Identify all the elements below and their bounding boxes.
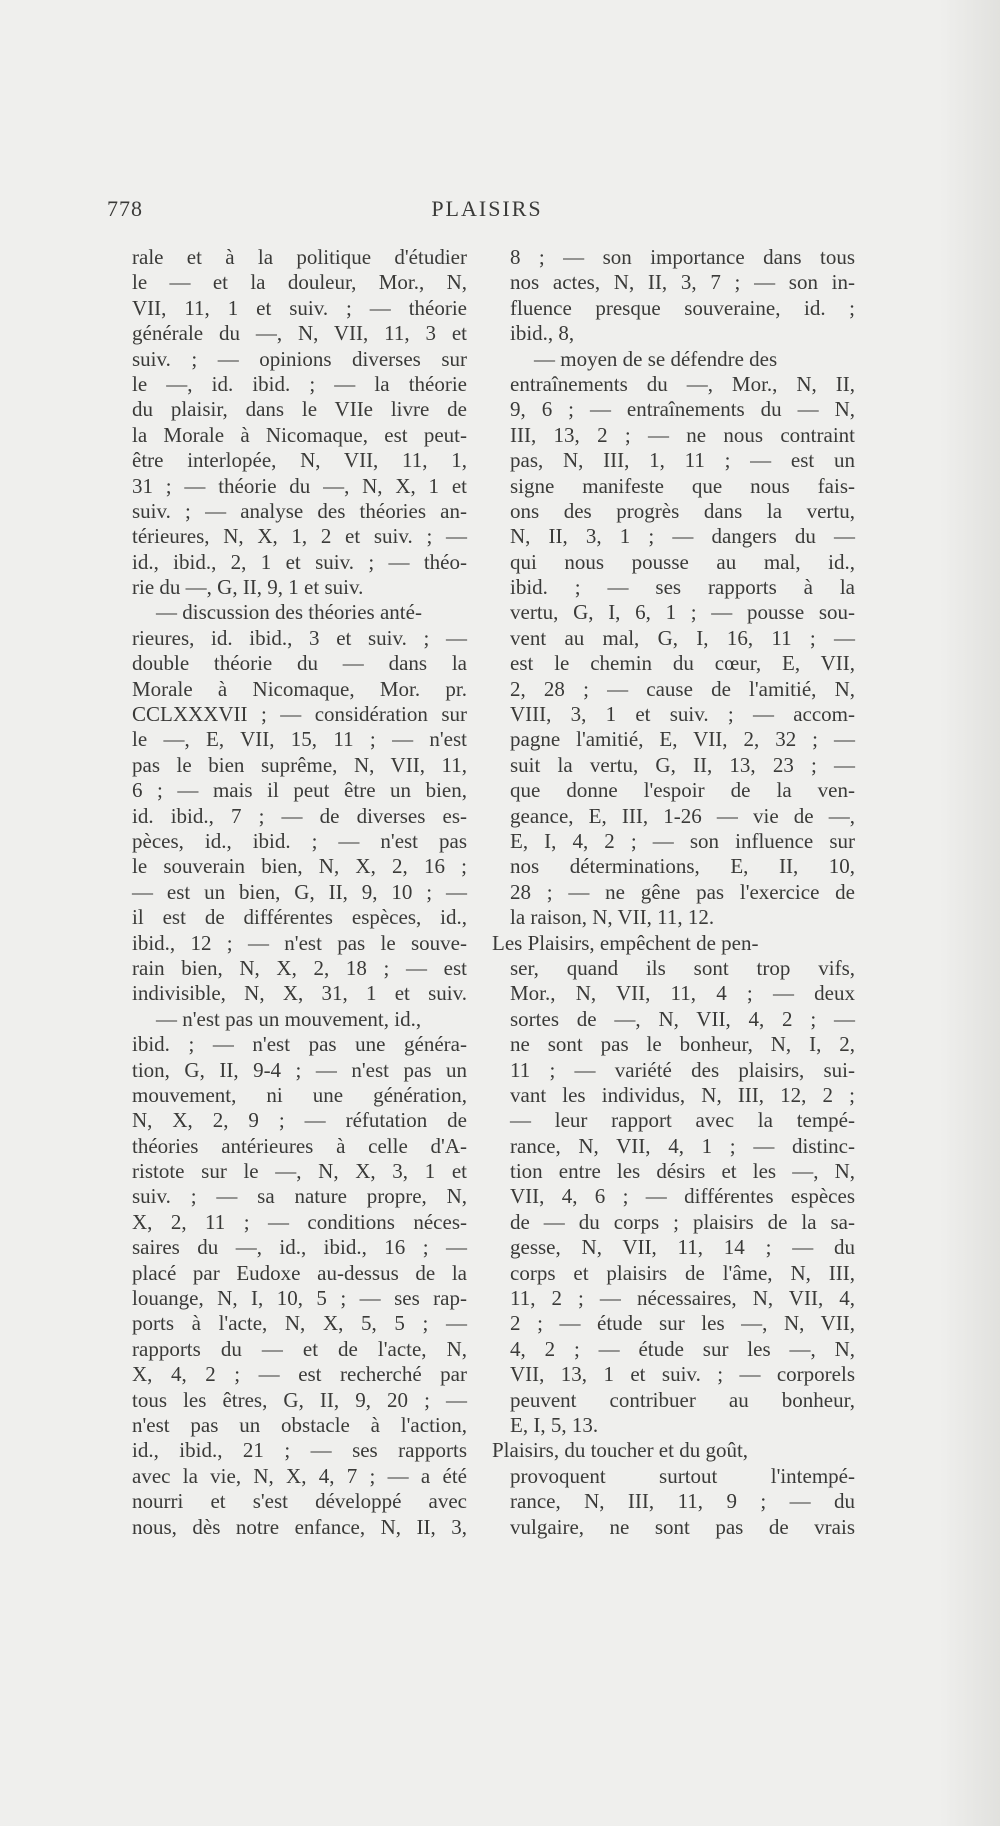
text-line: saires du —, id., ibid., 16 ; — <box>132 1235 467 1260</box>
text-line: — moyen de se défendre des <box>534 346 778 371</box>
text-line: rance, N, III, 11, 9 ; — du <box>510 1489 855 1514</box>
text-line: — discussion des théories anté- <box>156 600 422 625</box>
text-line: générale du —, N, VII, 11, 3 et <box>132 321 467 346</box>
text-line: III, 13, 2 ; — ne nous contraint <box>510 422 855 447</box>
text-line: gesse, N, VII, 11, 14 ; — du <box>510 1235 855 1260</box>
text-line: E, I, 4, 2 ; — son influence sur <box>510 828 855 853</box>
text-line: 9, 6 ; — entraînements du — N, <box>510 397 855 422</box>
text-line: la raison, N, VII, 11, 12. <box>510 905 715 930</box>
text-line: rapports du — et de l'acte, N, <box>132 1336 467 1361</box>
text-line: geance, E, III, 1-26 — vie de —, <box>510 803 855 828</box>
text-line: X, 4, 2 ; — est recherché par <box>132 1362 467 1387</box>
text-line: provoquent surtout l'intempé- <box>510 1463 855 1488</box>
text-line: entraînements du —, Mor., N, II, <box>510 371 855 396</box>
text-line: placé par Eudoxe au-dessus de la <box>132 1260 467 1285</box>
text-line: nos déterminations, E, II, 10, <box>510 854 855 879</box>
text-line: Morale à Nicomaque, Mor. pr. <box>132 676 467 701</box>
text-line: rain bien, N, X, 2, 18 ; — est <box>132 955 467 980</box>
text-line: X, 2, 11 ; — conditions néces- <box>132 1209 467 1234</box>
text-line: 11 ; — variété des plaisirs, sui- <box>510 1057 855 1082</box>
text-line: double théorie du — dans la <box>132 651 467 676</box>
text-line: le — et la douleur, Mor., N, <box>132 270 467 295</box>
text-line: N, II, 3, 1 ; — dangers du — <box>510 524 855 549</box>
text-line: ibid., 12 ; — n'est pas le souve- <box>132 930 467 955</box>
text-line: 2 ; — étude sur les —, N, VII, <box>510 1311 855 1336</box>
text-line: vent au mal, G, I, 16, 11 ; — <box>510 625 855 650</box>
text-line: avec la vie, N, X, 4, 7 ; — a été <box>132 1463 467 1488</box>
text-line: 4, 2 ; — étude sur les —, N, <box>510 1336 855 1361</box>
text-line: sortes de —, N, VII, 4, 2 ; — <box>510 1006 855 1031</box>
text-line: rie du —, G, II, 9, 1 et suiv. <box>132 575 364 600</box>
running-title: PLAISIRS <box>431 196 543 221</box>
text-line: VII, 11, 1 et suiv. ; — théorie <box>132 295 467 320</box>
text-line: la Morale à Nicomaque, est peut- <box>132 422 467 447</box>
text-line: que donne l'espoir de la ven- <box>510 778 855 803</box>
text-line: le —, E, VII, 15, 11 ; — n'est <box>132 727 467 752</box>
text-line: VIII, 3, 1 et suiv. ; — accom- <box>510 702 855 727</box>
text-line: rance, N, VII, 4, 1 ; — distinc- <box>510 1133 855 1158</box>
text-line: rale et à la politique d'étudier <box>132 245 467 269</box>
text-line: nourri et s'est développé avec <box>132 1489 467 1514</box>
text-line: louange, N, I, 10, 5 ; — ses rap- <box>132 1286 467 1311</box>
text-line: 31 ; — théorie du —, N, X, 1 et <box>132 473 467 498</box>
text-line: indivisible, N, X, 31, 1 et suiv. <box>132 981 467 1006</box>
text-line: id., ibid., 21 ; — ses rapports <box>132 1438 467 1463</box>
text-line: ibid. ; — ses rapports à la <box>510 575 855 600</box>
text-line: vertu, G, I, 6, 1 ; — pousse sou- <box>510 600 855 625</box>
text-line: id., ibid., 2, 1 et suiv. ; — théo- <box>132 549 467 574</box>
text-line: suiv. ; — analyse des théories an- <box>132 498 467 523</box>
text-line: n'est pas un obstacle à l'action, <box>132 1412 467 1437</box>
text-line: nos actes, N, II, 3, 7 ; — son in- <box>510 270 855 295</box>
text-line: térieures, N, X, 1, 2 et suiv. ; — <box>132 524 467 549</box>
text-line: ser, quand ils sont trop vifs, <box>510 955 855 980</box>
text-line: suit la vertu, G, II, 13, 23 ; — <box>510 752 855 777</box>
text-line: tous les êtres, G, II, 9, 20 ; — <box>132 1387 467 1412</box>
text-line: théories antérieures à celle d'A- <box>132 1133 467 1158</box>
text-line: ports à l'acte, N, X, 5, 5 ; — <box>132 1311 467 1336</box>
text-line: ristote sur le —, N, X, 3, 1 et <box>132 1159 467 1184</box>
text-line: le souverain bien, N, X, 2, 16 ; <box>132 854 467 879</box>
text-line: fluence presque souveraine, id. ; <box>510 295 855 320</box>
text-line: ons des progrès dans la vertu, <box>510 498 855 523</box>
right-column <box>492 245 855 1540</box>
text-line: E, I, 5, 13. <box>510 1412 599 1437</box>
text-line: tion entre les désirs et les —, N, <box>510 1159 855 1184</box>
text-line: suiv. ; — sa nature propre, N, <box>132 1184 467 1209</box>
text-line: tion, G, II, 9-4 ; — n'est pas un <box>132 1057 467 1082</box>
page-edge-shadow <box>940 0 1000 1826</box>
text-line: 11, 2 ; — nécessaires, N, VII, 4, <box>510 1286 855 1311</box>
text-line: 8 ; — son importance dans tous <box>510 245 855 269</box>
text-line: 2, 28 ; — cause de l'amitié, N, <box>510 676 855 701</box>
text-line: 6 ; — mais il peut être un bien, <box>132 778 467 803</box>
text-line: N, X, 2, 9 ; — réfutation de <box>132 1108 467 1133</box>
text-line: corps et plaisirs de l'âme, N, III, <box>510 1260 855 1285</box>
text-line: qui nous pousse au mal, id., <box>510 549 855 574</box>
text-line: ibid., 8, <box>510 321 575 346</box>
text-line: VII, 4, 6 ; — différentes espèces <box>510 1184 855 1209</box>
text-line: pas le bien suprême, N, VII, 11, <box>132 752 467 777</box>
text-line: vant les individus, N, III, 12, 2 ; <box>510 1082 855 1107</box>
text-line: pèces, id., ibid. ; — n'est pas <box>132 828 467 853</box>
text-line: nous, dès notre enfance, N, II, 3, <box>132 1514 467 1539</box>
text-line: mouvement, ni une génération, <box>132 1082 467 1107</box>
text-line: id. ibid., 7 ; — de diverses es- <box>132 803 467 828</box>
text-line: Plaisirs, du toucher et du goût, <box>492 1438 749 1463</box>
text-line: ibid. ; — n'est pas une généra- <box>132 1032 467 1057</box>
text-line: peuvent contribuer au bonheur, <box>510 1387 855 1412</box>
text-line: le —, id. ibid. ; — la théorie <box>132 371 467 396</box>
text-line: pas, N, III, 1, 11 ; — est un <box>510 448 855 473</box>
text-line: suiv. ; — opinions diverses sur <box>132 346 467 371</box>
text-line: ne sont pas le bonheur, N, I, 2, <box>510 1032 855 1057</box>
text-line: signe manifeste que nous fais- <box>510 473 855 498</box>
text-line: Mor., N, VII, 11, 4 ; — deux <box>510 981 855 1006</box>
running-head <box>107 196 867 226</box>
text-line: CCLXXXVII ; — considération sur <box>132 702 467 727</box>
text-line: il est de différentes espèces, id., <box>132 905 467 930</box>
text-line: VII, 13, 1 et suiv. ; — corporels <box>510 1362 855 1387</box>
text-line: être interlopée, N, VII, 11, 1, <box>132 448 467 473</box>
text-line: du plaisir, dans le VIIe livre de <box>132 397 467 422</box>
text-line: Les Plaisirs, empêchent de pen- <box>492 930 759 955</box>
left-column <box>132 245 467 1540</box>
text-line: vulgaire, ne sont pas de vrais <box>510 1514 855 1539</box>
text-line: pagne l'amitié, E, VII, 2, 32 ; — <box>510 727 855 752</box>
page-number: 778 <box>107 196 143 221</box>
text-line: rieures, id. ibid., 3 et suiv. ; — <box>132 625 467 650</box>
text-line: — est un bien, G, II, 9, 10 ; — <box>132 879 467 904</box>
text-line: est le chemin du cœur, E, VII, <box>510 651 855 676</box>
text-line: — n'est pas un mouvement, id., <box>156 1006 422 1031</box>
text-line: de — du corps ; plaisirs de la sa- <box>510 1209 855 1234</box>
text-line: 28 ; — ne gêne pas l'exercice de <box>510 879 855 904</box>
text-line: — leur rapport avec la tempé- <box>510 1108 855 1133</box>
